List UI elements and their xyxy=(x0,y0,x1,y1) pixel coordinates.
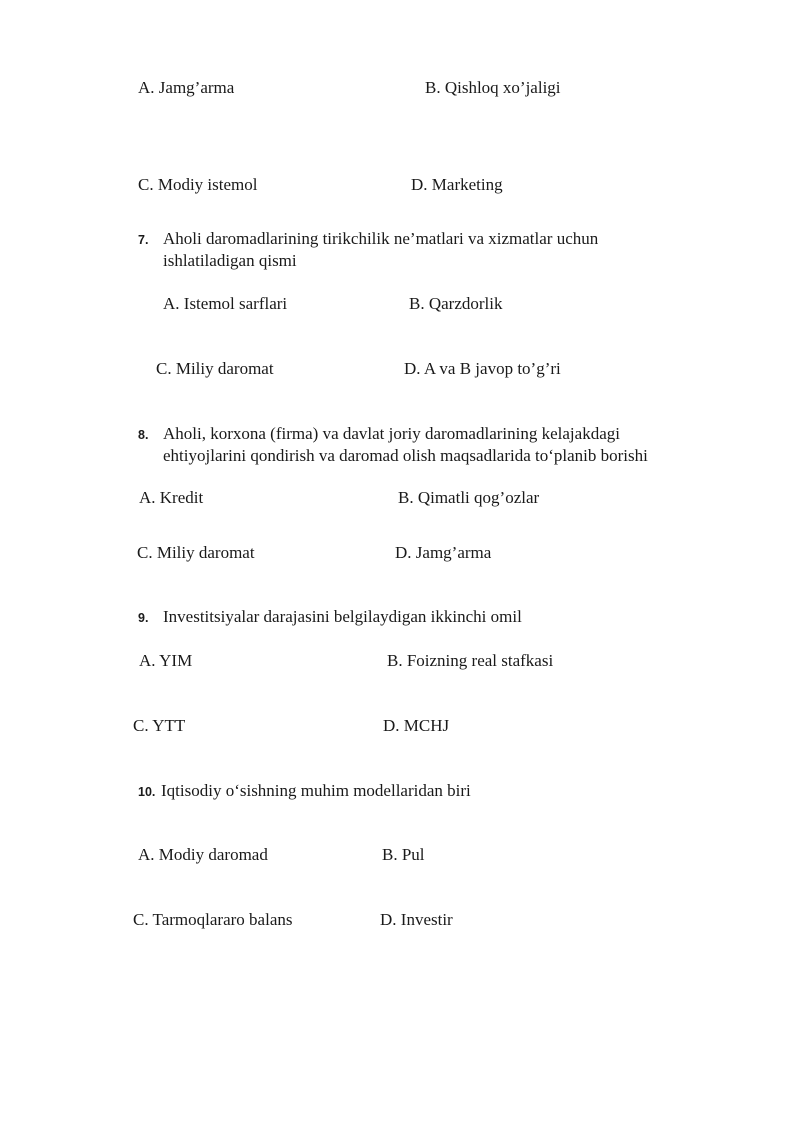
q9-option-b: B. Foizning real stafkasi xyxy=(387,651,554,670)
q10-option-a: A. Modiy daromad xyxy=(138,845,268,864)
q6-option-c: C. Modiy istemol xyxy=(138,175,258,194)
q6-option-b: B. Qishloq xo’jaligi xyxy=(425,78,561,97)
q10-option-d: D. Investir xyxy=(380,910,453,929)
question-8-text-line2: ehtiyojlarini qondirish va daromad olish maqsadlarida to‘planib borishi xyxy=(163,446,648,465)
question-10-text-line1: Iqtisodiy o‘sishning muhim modellaridan biri xyxy=(161,781,471,800)
q7-option-d: D. A va B javop to’g’ri xyxy=(404,359,561,378)
question-7-number: 7. xyxy=(138,233,149,247)
q6-option-a: A. Jamg’arma xyxy=(138,78,235,97)
question-7-text-line2: ishlatiladigan qismi xyxy=(163,251,297,270)
q7-option-a: A. Istemol sarflari xyxy=(163,294,288,313)
question-10-number: 10. xyxy=(138,785,156,799)
q7-option-b: B. Qarzdorlik xyxy=(409,294,503,313)
q7-option-c: C. Miliy daromat xyxy=(156,359,274,378)
q8-option-b: B. Qimatli qog’ozlar xyxy=(398,488,540,507)
q8-option-d: D. Jamg’arma xyxy=(395,543,492,562)
q10-option-b: B. Pul xyxy=(382,845,425,864)
q8-option-a: A. Kredit xyxy=(139,488,204,507)
q6-option-d: D. Marketing xyxy=(411,175,503,194)
question-7-text-line1: Aholi daromadlarining tirikchilik ne’matlari va xizmatlar uchun xyxy=(163,229,599,248)
question-8-number: 8. xyxy=(138,428,149,442)
q9-option-a: A. YIM xyxy=(139,651,193,670)
q9-option-d: D. MCHJ xyxy=(383,716,450,735)
question-9-number: 9. xyxy=(138,611,149,625)
q9-option-c: C. YTT xyxy=(133,716,186,735)
q8-option-c: C. Miliy daromat xyxy=(137,543,255,562)
question-8-text-line1: Aholi, korxona (firma) va davlat joriy daromadlarining kelajakdagi xyxy=(163,424,620,443)
q10-option-c: C. Tarmoqlararo balans xyxy=(133,910,293,929)
question-9-text-line1: Investitsiyalar darajasini belgilaydigan ikkinchi omil xyxy=(163,607,522,626)
